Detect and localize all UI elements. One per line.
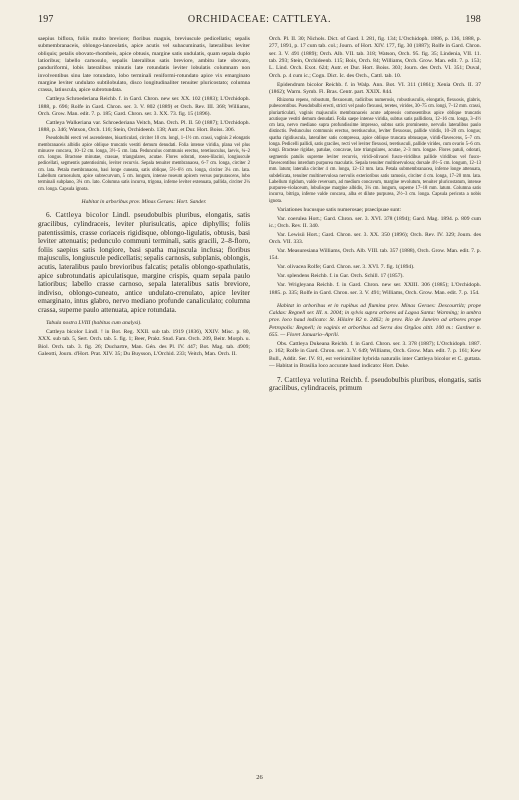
text-paragraph: [38, 211, 250, 314]
right-page-number: 198: [465, 14, 481, 25]
species-name: Cattleya bicolor: [55, 211, 109, 220]
left-page-number: 197: [38, 14, 54, 25]
text-paragraph: Orch. Pl. II. 30; Nichols. Dict. of Gard. I. 281, fig. 134; L'Orchidoph. 1886, p. 136, 1888, p. 277, 1891, p. 17 cum tab. col.; Journ. of Hort. XIV. 177, fig. 30 (1887); Rolfe in Gard. Chron. ser. 3. V. 491 (1889); Orch. Alb. VII. tab. 318; Watson, Orch. 95. fig. 35; Lindenia, VII. 11. tab. 293; Stein, Orchideenb. 115; Bois, Orch. 84; Williams, Orch. Grow. Man. edit. 7. p. 153; L. Lind. Orch. Exot. 624; Autr. et Dur. Hort. Boiss. 303; Journ. des Orch. VI. 351; Duval, Orch. p. 4 cum ic.; Cogn. Dict. Ic. des Orch., Cattl. tab. 10.: [269, 36, 481, 79]
species-number: 7.: [277, 375, 285, 384]
text-paragraph: Epidendrum bicolor Reichb. f. in Walp. Ann. Bot. VI. 311 (1861); Xenia Orch. II. 37 (1862); Warm. Symb. Fl. Bras. Centr. part. XXIX. 844.: [269, 81, 481, 95]
text-paragraph: Tabula nostra LVIII (habitus cum analysi).: [46, 320, 142, 327]
text-paragraph: Rhizoma repens, robustum, flexuosum, radicibus numerosis, robustiusculis, elongatis, flexuosis, glabris, pubescentibus. Pseudobulbi erecti, stricti vel paulo flexuosi, teretes, virides, 30–75 cm. longi, 7–12 mm. crassi, pluriarticulati, vaginis majusculis membranaceis acute adpressis comosentibus apice oblique truncatis acutisque vestiti demum denudati. Folia saepe intense viridia, subtus satis pallidiora, 12–16 cm. longa, 3–4½ cm lata, nervo mediano supra profundissime impresso, subtus satis prominente, nervulis lateralibus paulo distinctis. Pedunculus communis erectus, teretiusculus, leviter flexuosus, pallide viridis, 10–20 cm. longus; spatha rigidiuscula, lateraliter satis compressa, apice oblique truncata obtusaque, viridi-flavescens, 5–7 cm. longa. Pedicelli pallidi, satis graciles, recti vel leviter flexuosi, teretiusculi, pallide virides, cum ovario 5–6 cm. longi. Bracteae rigidae, patulae, concavae, late triangulares, acutae, 2–3 mm. longae. Flores patuli, odorati, segmentis patulis supreme leviter recurvis, viridi-olivacei fusco-viridibus pallide viridibus vel fusco-flavescentibus interdum purpurea maculatis. Sepala tenuiter multinervulosa; dorsale 4½–5 cm. longum, 12–13 mm. latum; lateralia circiter 4 cm. longa, 12–13 mm. lata. Petala submembranacea, inferne longe attenuata, subdelicata, tenuiter multinervulosa nervulis exterioribus satis ramosis, circiter 4 cm. longa, 17–20 mm. lata. Labellum rigidum, valde reversum, ad medium concavum, margine revolutum, tenuiter pluricostatum, intense purpureo-violaceum, lobulisque margine albidis, 3¼ cm. longum, superne 17–18 mm. latum. Columna satis incurva, bitriga, inferne valde concava, alba et dilute purpurea, 2½–3 cm. longa. Capsula pericota a nobis ignota.: [269, 97, 481, 204]
text-paragraph: Obs. Cattleya Dukeana Reichb. f. in Gard. Chron. ser. 3. 378 (1887); L'Orchidoph. 1887. p. 162; Rolfe in Gard. Chron. ser. 3. V. 649; Williams, Orch. Grow. Man. edit. 7. p. 161; Kew Bull., Addit. Ser. IV. 81, est verisimiliter hybrida naturalis inter Cattleya bicolor et C. guttata. — Habitat in Brasilia loco accurate haud indicato: Hort. Duke.: [269, 340, 481, 369]
text-paragraph: [269, 376, 481, 393]
text-paragraph: Var. Measuresiana Williams, Orch. Alb. VIII. tab. 357 (1888), Orch. Grow. Man. edit. 7. p. 154.: [269, 248, 481, 262]
left-column: [38, 36, 250, 360]
text-paragraph: Cattleya Walkeriana var. Schroederiana Veitch, Man. Orch. Pl. II. 50 (1887); L'Orchidoph. 1888, p. 346; Watson, Orch. 116; Stein, Orchideenb. 138; Autr. et Dur. Hort. Boiss. 306.: [38, 119, 250, 134]
text-paragraph: Habitat in arboribus prov. Minas Geraes: Hort. Sander.: [81, 198, 207, 205]
text-paragraph: Var. splendens Reichb. f. in Gar. Orch. Schill. 17 (1857).: [277, 273, 404, 280]
text-paragraph: Pseudobulbi erecti vel ascendentes, bisarticulati, circiter 10 cm. longi, 1–1½ cm. crassi, vaginis 2 elongatis membranaceis albidis apice oblique truncatis vestiti demum denudati. Folia intense viridia, plana vel plus minusve concava, 10–12 cm. longa, 3½–5 cm. lata. Pedunculus communis erectus, teretiusculus, laevis, ¾–2 cm. longus. Bracteae minutae, crassae, triangulares, acutae. Flores odorati, roseo-lilacini, longiuscule pedicellati, segmentis patentissimis, leviter recurvis. Sepala tenuiter membranacea, 6–7 cm. longa, circiter 2 cm. lata. Petala membranacea, basi longe cuneata, satis oblique, 5½–6½ cm. longa, circiter 3¼ cm. lata. Labellum carnosulum, apice subrecurvum, 5 cm. longum, intense roseum apicem versus purpurascens, lobo terminali subplano, 3¼ cm. lato. Columna satis incurva, trigona, inferne leviter extenuata, pallida, circiter 2¼ cm. longa. Capsula ignota.: [38, 136, 250, 192]
text-paragraph: Var. coerulea Hort.; Gard. Chron. ser. 3. XVI. 378 (1894); Gard. Mag. 1894. p. 809 cum ic.; Orch. Rev. II. 340.: [269, 215, 481, 229]
running-title: ORCHIDACEAE: CATTLEYA.: [187, 14, 332, 25]
species-number: 6.: [46, 211, 56, 220]
species-description: Reichb. f. pseudobulbis pluribus, elongatis, satis gracilibus, cylindraceis, primum: [269, 375, 481, 393]
text-paragraph: Var. olivacea Rolfe; Gard. Chron. ser. 3. XVI. 7. fig. 1(1894).: [277, 264, 415, 271]
text-paragraph: saepius biflora, foliis multo breviore; floribus magnis, breviuscule pedicellatis; sepalis submembranaceis, oblongo-lanceolatis, apice acutis vel subacuminatis, lateralibus leviter obliquis; petalis obovato-rhombeis, apice obtusis, margine satis undulatis, quam sepala duplo latioribus; labello carnosulo, sepalis lateralibus satis breviore, ambitu late obovato, panduriformi, lobis lateralibus minutis late rotundatis leviter lobulatis columnam non involventibus sinu late rotundato, lobo terminali reniformi-rotundato apice vix emarginato margine leviter undulato subtilobulato, disco longitudinaliter tenuiter pluricostato; columna crassa, latiuscula, apice subrotundata.: [38, 36, 250, 94]
text-paragraph: Habitat in arboribus et in rupibus ad flumina prov. Minas Geraes: Descourtilz; prope Caldas: Regnell ser. III. n. 2004; in sylvis supra arbores ad Lagoa Santa: Warming; in umbra prov. loco haud indicato: St. Hilaire B2 n. 2462; in prov. Rio de Janeiro ad arbores prope Petropolis: Regnell; in vaginis et arboribus ad Serra dos Orgãos altit. 100 m.: Gardner n. 655. — Floret Januario–Aprili.: [269, 302, 481, 338]
species-description: Lindl. pseudobulbis pluribus, elongatis, satis gracilibus, cylindraceis, leviter plurisulcatis, apice diphyllis; foliis patentissimis, crasse coriaceis rigidisque, oblongo-ligulatis, obtusis, basi leviter attenuatis; pedunculo communi terminali, satis gracili, 2–8-floro, foliis saepius satis longiore, basi spatha majuscula inclusa; floribus majusculis, longiuscule pedicellatis; sepalis carnosis, subplanis, oblongis, acutis, lateralibus paulo brevioribus falcatis; petalis oblongo-spathulatis, apice subrotundatis apiculatisque, margine crispis, quam sepala paulo latioribus; labello crasse carnoso, sepala lateralibus satis breviore, indiviso, oblongo-cuneato, antice undulato-crenulato, apice leviter emarginato, intus glabro, nervo mediano profunde canaliculato; columna crassa, superne paulo attenuata, apice rotundata.: [38, 211, 251, 314]
text-paragraph: Cattleya Schroederiana Reichb. f. in Gard. Chron. new ser. XX. 102 (1883); L'Orchidoph. 1888, p. 696; Rolfe in Gard. Chron. ser. 3. V. 802 (1889) et Orch. Rev. III. 368; Williams, Orch. Grow. Man. edit. 7. p. 185; Gard. Chron. ser. 3. XX. 73. fig. 15 (1896).: [38, 96, 250, 118]
running-header: [38, 14, 481, 28]
text-paragraph: Var. Lewisii Hort.; Gard. Chron. ser. 3. XX. 350 (1896); Orch. Rev. IV. 329; Journ. des Orch. VII. 333.: [269, 231, 481, 246]
text-paragraph: Var. Wrigleyana Reichb. f. in Gard. Chron. new ser. XXIII. 306 (1885); L'Orchidoph. 1885. p. 335; Rolfe in Gard. Chron. ser. 3. V. 491; Williams, Orch. Grow. Man. edit. 7. p. 154.: [269, 282, 481, 296]
right-column: [269, 36, 481, 395]
signature-mark: 26: [256, 774, 263, 781]
text-paragraph: Cattleya bicolor Lindl. ! in Bot. Reg. XXII. sub tab. 1919 (1836), XXIV. Misc. p. 80, XXX. sub tab. 5, Sert. Orch. tab. 5. fig. 1; Beer, Prakt. Stud. Fam. Orch. 209, Beitr. Morph. u. Biol. Orch. tab. 3. fig. 26; Duchartre, Man. Gén. des Pl. IV. 447; Bot. Mag. tab. 4909; Galeotti, Journ. d'Hort. Prat. XIV. 35; Du Buysson, L'Orchid. 233; Veitch, Man. Orch. II.: [38, 329, 250, 358]
species-name: Cattleya velutina: [284, 375, 339, 384]
text-paragraph: Variationes hucusque satis numerosae; praecipuae sunt:: [277, 206, 402, 213]
